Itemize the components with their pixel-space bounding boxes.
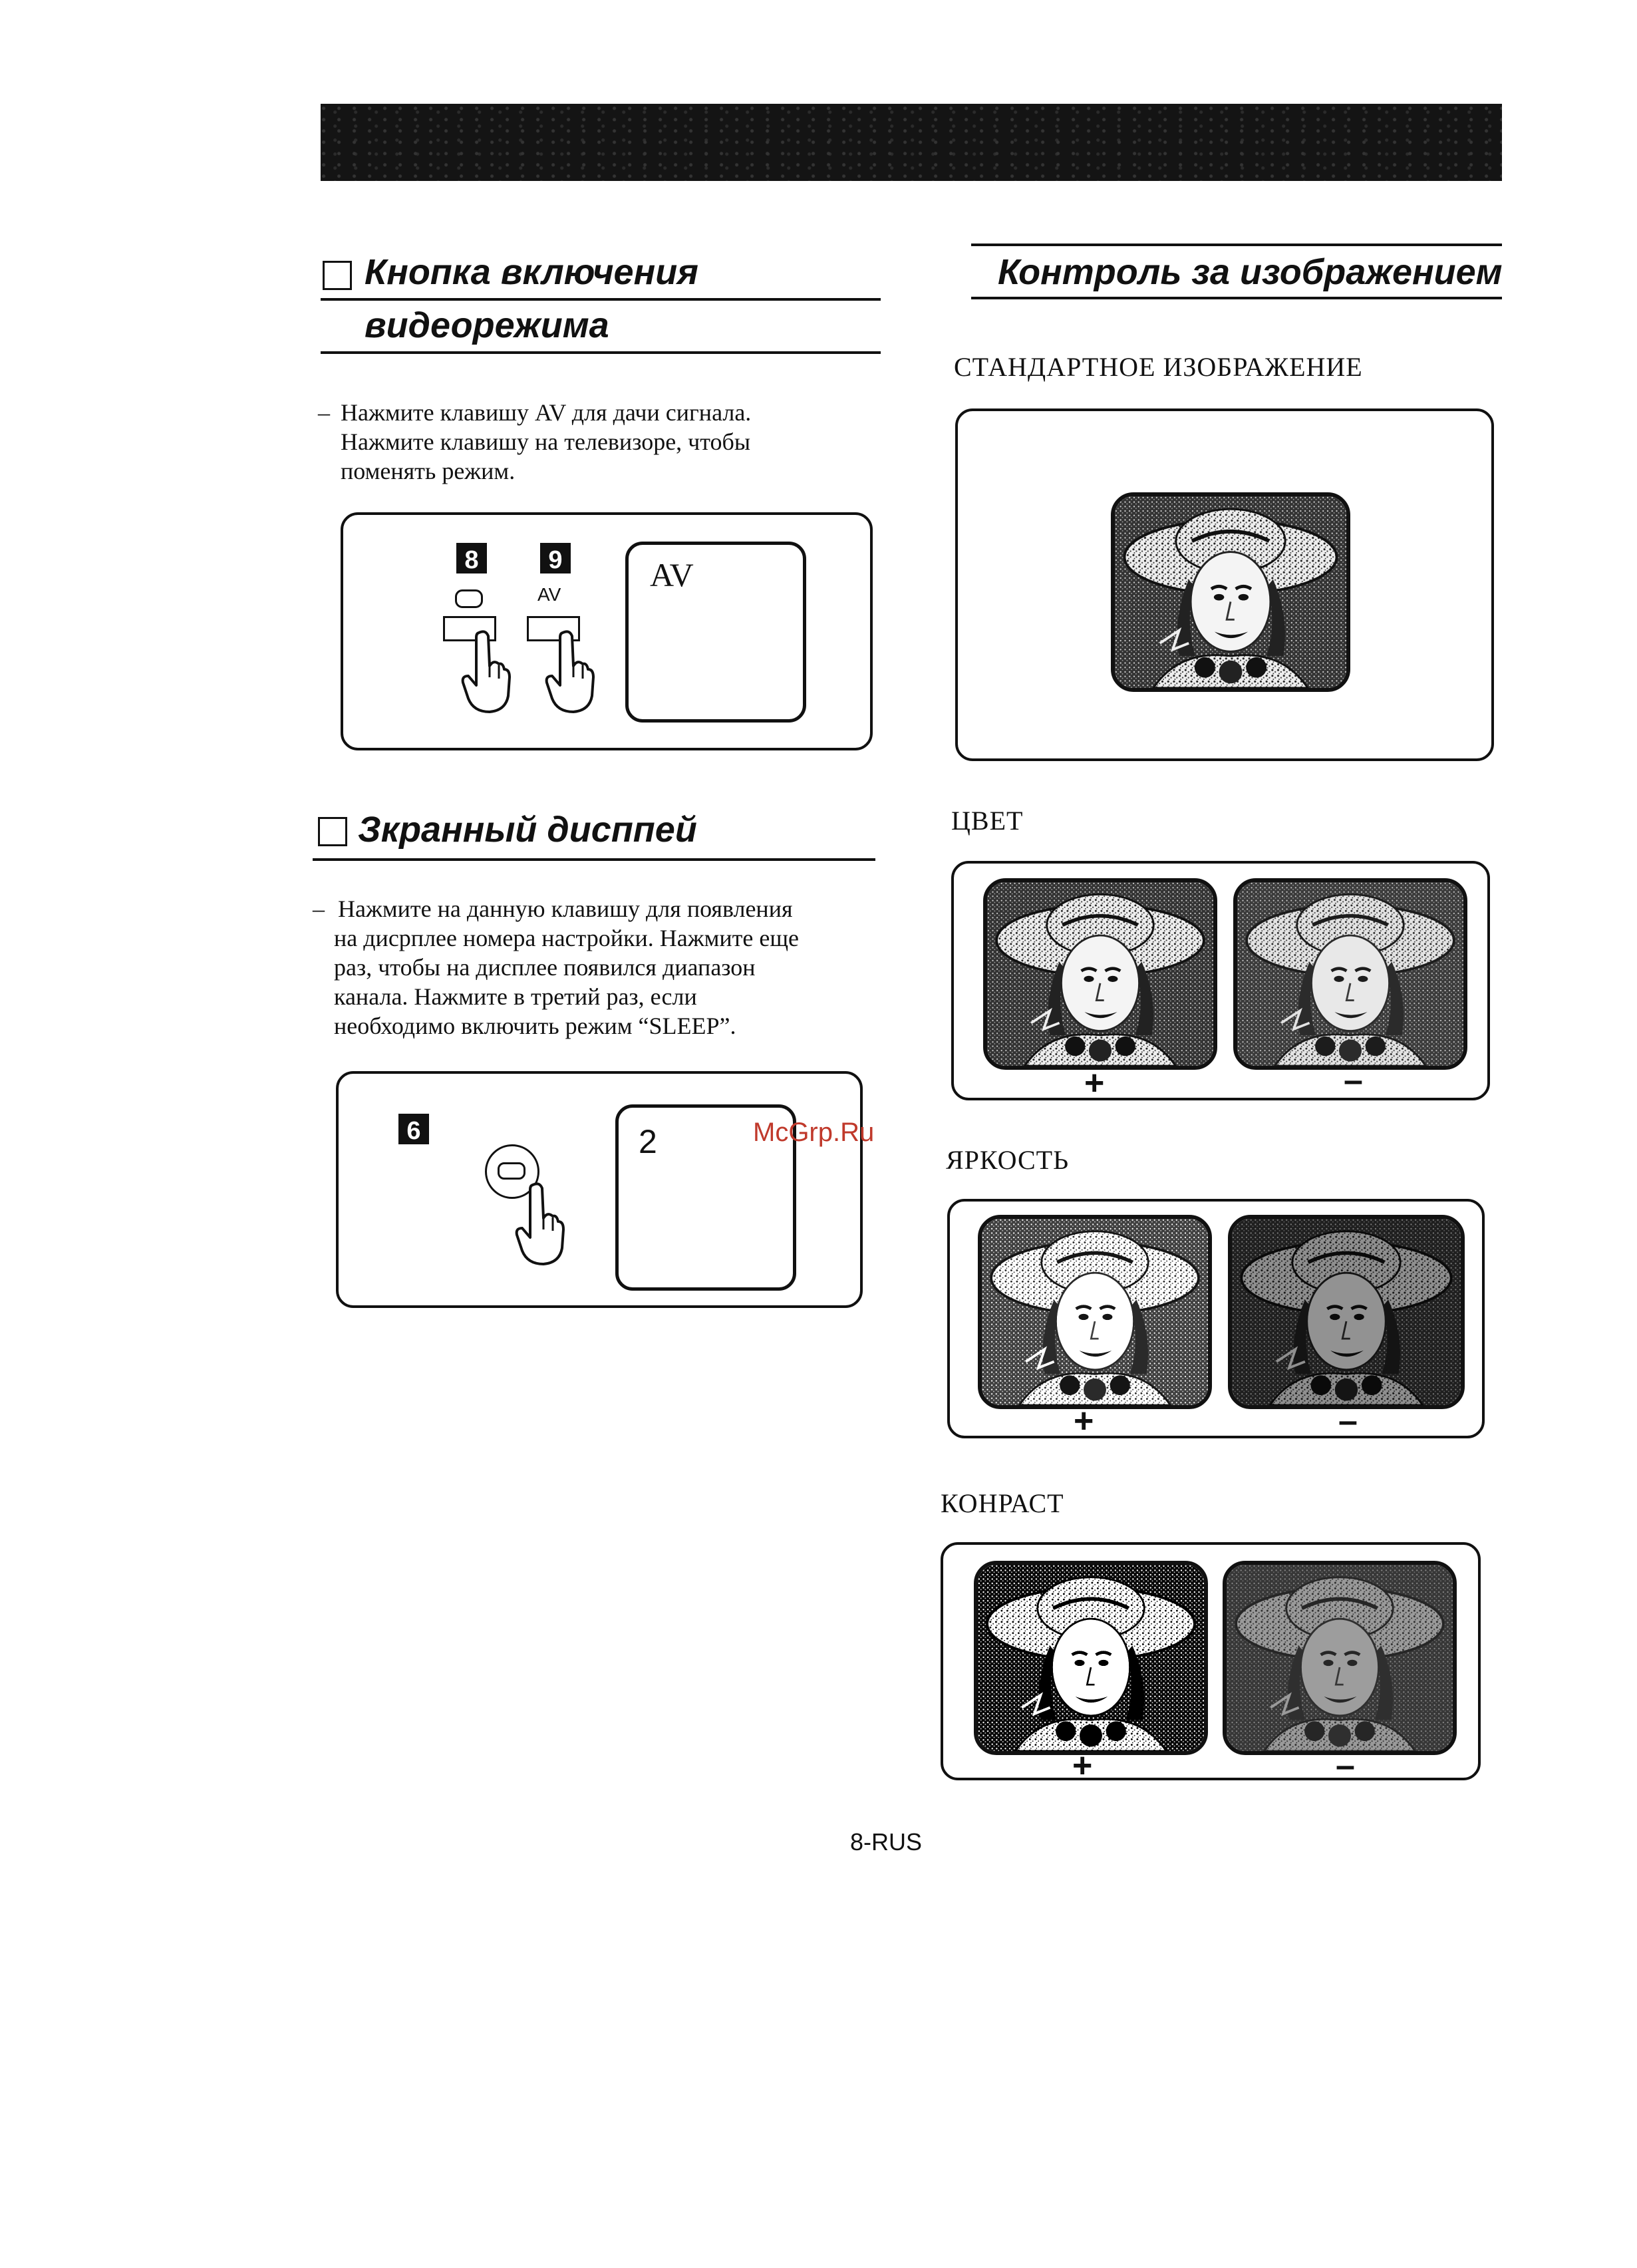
- color-picture-box: [951, 861, 1490, 1100]
- display-text-line-4: канала. Нажмите в третий раз, если: [334, 983, 697, 1010]
- section-checkbox-icon: [323, 261, 352, 290]
- av-section-title-line2: видеорежима: [365, 305, 609, 345]
- display-text-line-5: необходимо включить режим “SLEEP”.: [334, 1013, 736, 1039]
- brightness-picture-box: [947, 1199, 1485, 1438]
- brightness-plus-photo: [978, 1215, 1212, 1409]
- picture-title-rule-bottom: [971, 297, 1502, 299]
- brightness-label: ЯРКОСТЬ: [946, 1145, 1070, 1175]
- contrast-minus-sign: –: [1336, 1746, 1355, 1785]
- av-illustration-box: [341, 512, 873, 750]
- picture-title-rule-top: [971, 243, 1502, 246]
- watermark: McGrp.Ru: [753, 1118, 875, 1147]
- button-8-badge: 8: [456, 543, 487, 573]
- contrast-plus-photo: [974, 1561, 1208, 1755]
- brightness-minus-photo: [1228, 1215, 1465, 1409]
- contrast-minus-photo: [1223, 1561, 1457, 1755]
- contrast-plus-sign: +: [1072, 1746, 1093, 1785]
- brightness-minus-sign: –: [1338, 1402, 1358, 1440]
- av-text-line-3: поменять режим.: [341, 458, 516, 484]
- button-9-badge: 9: [540, 543, 571, 573]
- button-6-badge: 6: [398, 1114, 429, 1144]
- av-title-rule: [321, 298, 881, 301]
- mode-oval-icon: [455, 589, 483, 608]
- color-minus-photo: [1233, 878, 1467, 1070]
- display-icon: [498, 1162, 525, 1180]
- av-section-title-line1: Кнопка включения: [365, 252, 698, 292]
- button-9-caption: AV: [537, 584, 561, 605]
- color-label: ЦВЕТ: [951, 806, 1024, 836]
- standard-picture-box: [955, 408, 1494, 761]
- standard-photo: [1111, 492, 1350, 692]
- av-title-rule-2: [321, 351, 881, 354]
- display-text-line-2: на дисрплее номера настройки. Нажмите еще: [334, 925, 800, 951]
- pressing-hand-icon: [459, 629, 512, 716]
- picture-control-title: Контроль за изображением: [998, 252, 1503, 292]
- header-bar: [321, 104, 1502, 181]
- contrast-label: КОНРАСТ: [941, 1488, 1064, 1518]
- display-text-line-1: Нажмите на данную клавишу для появления: [338, 895, 793, 922]
- contrast-picture-box: [941, 1542, 1481, 1785]
- screen-av-text: AV: [650, 556, 694, 593]
- display-text-line-3: раз, чтобы на дисплее появился диапазон: [334, 954, 756, 981]
- screen-channel-number: 2: [639, 1123, 657, 1160]
- av-bullet: –: [318, 399, 330, 426]
- pressing-hand-icon-3: [513, 1182, 566, 1268]
- av-text-line-2: Нажмите клавишу на телевизоре, чтобы: [341, 428, 751, 455]
- standard-label: СТАНДАРТНОЕ ИЗОБРАЖЕНИЕ: [954, 352, 1363, 382]
- pressing-hand-icon-2: [543, 629, 596, 716]
- display-section-title: Зкранный дисппей: [358, 810, 697, 850]
- section-checkbox-icon-2: [318, 817, 347, 846]
- color-plus-photo: [983, 878, 1217, 1070]
- brightness-plus-sign: +: [1074, 1402, 1094, 1440]
- display-bullet: –: [313, 895, 325, 922]
- page-number: 8-RUS: [850, 1828, 923, 1856]
- tv-screen-av: [625, 542, 806, 723]
- av-text-line-1: Нажмите клавишу AV для дачи сигнала.: [341, 399, 752, 426]
- color-minus-sign: –: [1344, 1061, 1363, 1100]
- display-title-rule: [313, 858, 875, 861]
- display-illustration-box: [336, 1071, 863, 1308]
- color-plus-sign: +: [1084, 1064, 1105, 1102]
